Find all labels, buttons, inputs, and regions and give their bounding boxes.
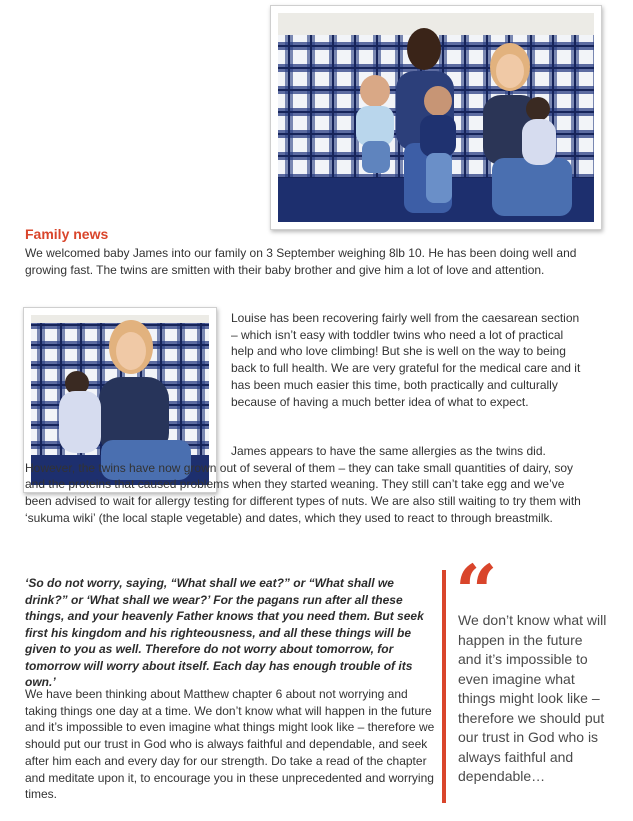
family-photo-frame	[270, 5, 602, 230]
pull-quote-bar	[442, 570, 446, 803]
intro-paragraph: We welcomed baby James into our family on 3 September weighing 8lb 10. He has been doing well and growing fast. The twins are smitten with their baby brother and give him a lot of love and attention.	[25, 246, 577, 277]
family-photo-illustration	[278, 13, 594, 222]
matthew-paragraph: We have been thinking about Matthew chapter 6 about not worrying and taking things one day at a time. We don’t know what will happen in the future and it’s impossible to even imagine what things might look like – therefore we should put our trust in God who is always faithful and dependable, and seek after him each and every day for our strength. Do take a read of the chapter and meditate upon it, to encourage you in these unprecedented and worrying times.	[25, 687, 435, 802]
quote-mark-icon: “	[455, 550, 498, 636]
pull-quote: We don’t know what will happen in the future and it’s impossible to even imagine what things might look like – therefore we should put our trust in God who is always faithful and dependable…	[458, 612, 607, 784]
louise-paragraph: Louise has been recovering fairly well from the caesarean section – which isn’t easy with toddler twins who need a lot of practical help and who love climbing! But she is well on the way to being back to full health. We are very grateful for the medical care and it has been much easier this time, both practically and culturally because of having a much better idea of what to expect.	[231, 311, 581, 409]
family-photo	[278, 13, 594, 222]
scripture-quote: ‘So do not worry, saying, “What shall we eat?” or “What shall we drink?” or ‘What shall we wear?’ For the pagans run after all these things, and your heavenly Father knows that you need them. But seek first his kingdom and his righteousness, and all these things will be given to you as well. Therefore do not worry about tomorrow, for tomorrow will worry about itself. Each day has enough trouble of its own.’	[25, 576, 424, 689]
james-paragraph: James appears to have the same allergies as the twins did. However, the twins have now grown out of several of them – they can take small quantities of dairy, soy and the proteins that caused problems when they started weaning. They still can’t take egg and we’ve been advised to wait for allergy testing for different types of nuts. We are also still waiting to try them with ‘sukuma wiki’ (the local staple vegetable) and dates, which they used to react to through breastmilk.	[25, 444, 581, 525]
section-heading: Family news	[25, 226, 109, 242]
